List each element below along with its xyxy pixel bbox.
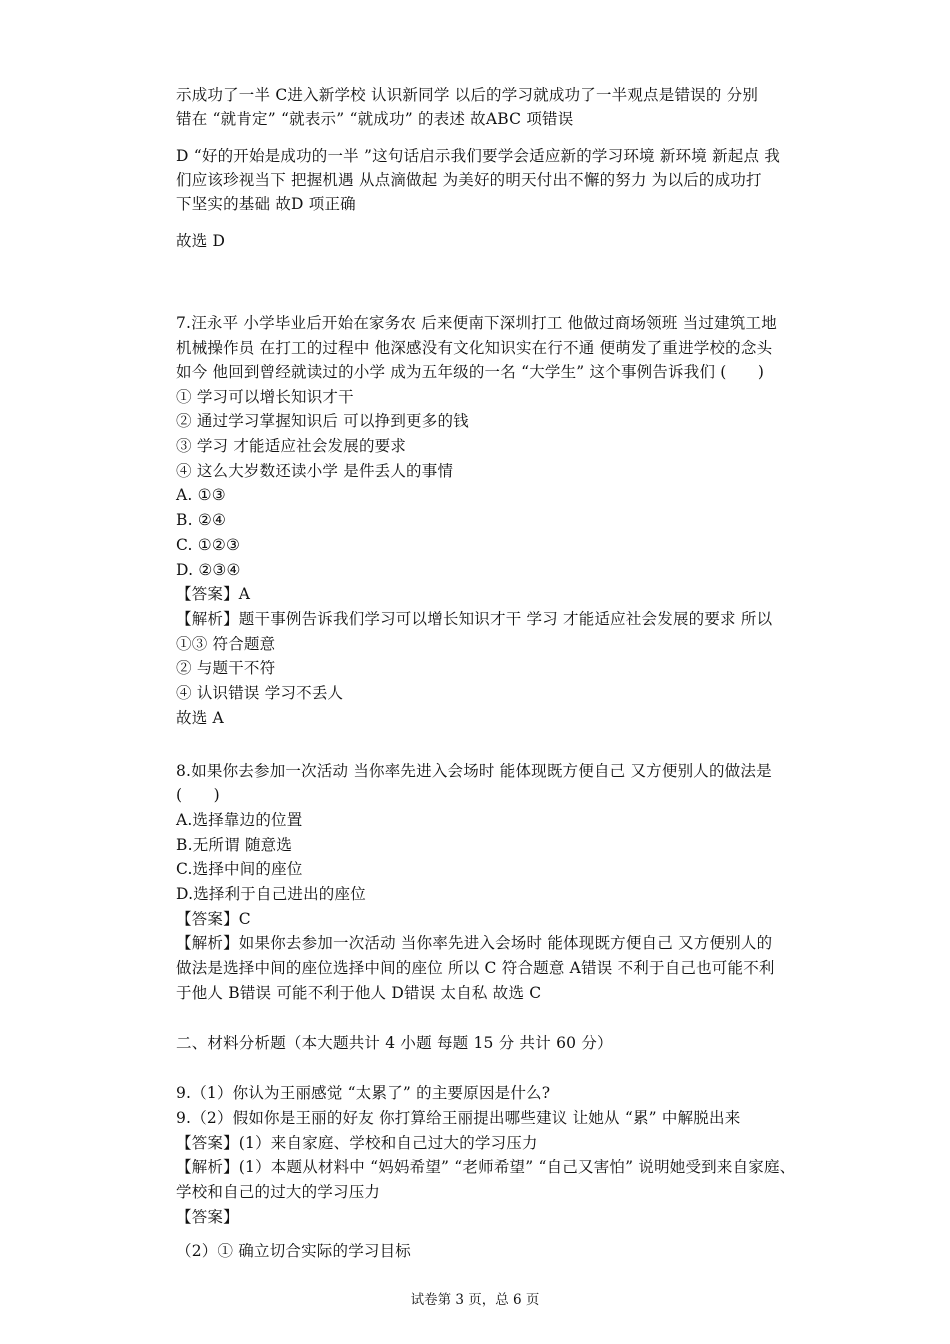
question-7-statement: ④ 这么大岁数还读小学 是件丢人的事情 <box>176 462 454 480</box>
text-line: D “好的开始是成功的一半 ”这句话启示我们要学会适应新的学习环境 新环境 新起点 我 <box>176 147 781 165</box>
question-9-analysis: 学校和自己的过大的学习压力 <box>176 1183 381 1201</box>
question-8-analysis: 【解析】如果你去参加一次活动 当你率先进入会场时 能体现既方便自己 又方便别人的 <box>176 934 773 952</box>
question-7-analysis: 【解析】题干事例告诉我们学习可以增长知识才干 学习 才能适应社会发展的要求 所以 <box>176 610 773 628</box>
question-9-analysis: 【解析】(1）本题从材料中 “妈妈希望” “老师希望” “自己又害怕” 说明她受到来自家庭、 <box>176 1158 796 1176</box>
question-7-option: C. ①②③ <box>176 536 241 554</box>
text-line: 错在 “就肯定” “就表示” “就成功” 的表述 故ABC 项错误 <box>176 110 574 128</box>
question-8-option: C.选择中间的座位 <box>176 860 303 878</box>
question-7-answer: 【答案】A <box>176 585 251 603</box>
question-8-analysis: 做法是选择中间的座位选择中间的座位 所以 C 符合题意 A错误 不利于自己也可能不利 <box>176 959 775 977</box>
text-line: 故选 D <box>176 232 226 250</box>
question-9-answer: 【答案】 <box>176 1208 239 1226</box>
question-8-option: A.选择靠边的位置 <box>176 811 303 829</box>
text-line: 下坚实的基础 故D 项正确 <box>176 195 356 213</box>
question-9-answer-part-2: （2）① 确立切合实际的学习目标 <box>176 1242 411 1260</box>
question-8-answer: 【答案】C <box>176 910 251 928</box>
question-8-stem: ( ) <box>176 786 220 804</box>
question-7-analysis: ④ 认识错误 学习不丢人 <box>176 684 344 702</box>
question-7-option: A. ①③ <box>176 486 226 504</box>
question-7-stem: 7.汪永平 小学毕业后开始在家务农 后来便南下深圳打工 他做过商场领班 当过建筑工地 <box>176 314 777 332</box>
question-7-statement: ② 通过学习掌握知识后 可以挣到更多的钱 <box>176 412 469 430</box>
question-8-stem: 8.如果你去参加一次活动 当你率先进入会场时 能体现既方便自己 又方便别人的做法是 <box>176 762 772 780</box>
question-7-analysis: ② 与题干不符 <box>176 659 276 677</box>
question-7-statement: ③ 学习 才能适应社会发展的要求 <box>176 437 407 455</box>
page-footer: 试卷第 3 页，总 6 页 <box>410 1292 540 1308</box>
question-7-analysis: 故选 A <box>176 709 224 727</box>
section-heading: 二、材料分析题（本大题共计 4 小题 每题 15 分 共计 60 分） <box>176 1034 613 1052</box>
question-7-statement: ① 学习可以增长知识才干 <box>176 388 354 406</box>
text-line: 们应该珍视当下 把握机遇 从点滴做起 为美好的明天付出不懈的努力 为以后的成功打 <box>176 171 762 189</box>
text-line: 示成功了一半 C进入新学校 认识新同学 以后的学习就成功了一半观点是错误的 分别 <box>176 86 759 104</box>
question-7-analysis: ①③ 符合题意 <box>176 635 276 653</box>
question-9-part-2: 9.（2）假如你是王丽的好友 你打算给王丽提出哪些建议 让她从 “累” 中解脱出来 <box>176 1109 741 1127</box>
question-7-option: D. ②③④ <box>176 561 241 579</box>
question-8-analysis: 于他人 B错误 可能不利于他人 D错误 太自私 故选 C <box>176 984 542 1002</box>
question-7-stem: 机械操作员 在打工的过程中 他深感没有文化知识实在行不通 便萌发了重进学校的念头 <box>176 339 773 357</box>
question-7-option: B. ②④ <box>176 511 227 529</box>
question-7-stem: 如今 他回到曾经就读过的小学 成为五年级的一名 “大学生” 这个事例告诉我们 ( ) <box>176 363 765 381</box>
question-8-option: B.无所谓 随意选 <box>176 836 293 854</box>
question-8-option: D.选择利于自己进出的座位 <box>176 885 366 903</box>
question-9-part-1: 9.（1）你认为王丽感觉 “太累了” 的主要原因是什么? <box>176 1084 551 1102</box>
question-9-answer: 【答案】(1）来自家庭、学校和自己过大的学习压力 <box>176 1134 538 1152</box>
